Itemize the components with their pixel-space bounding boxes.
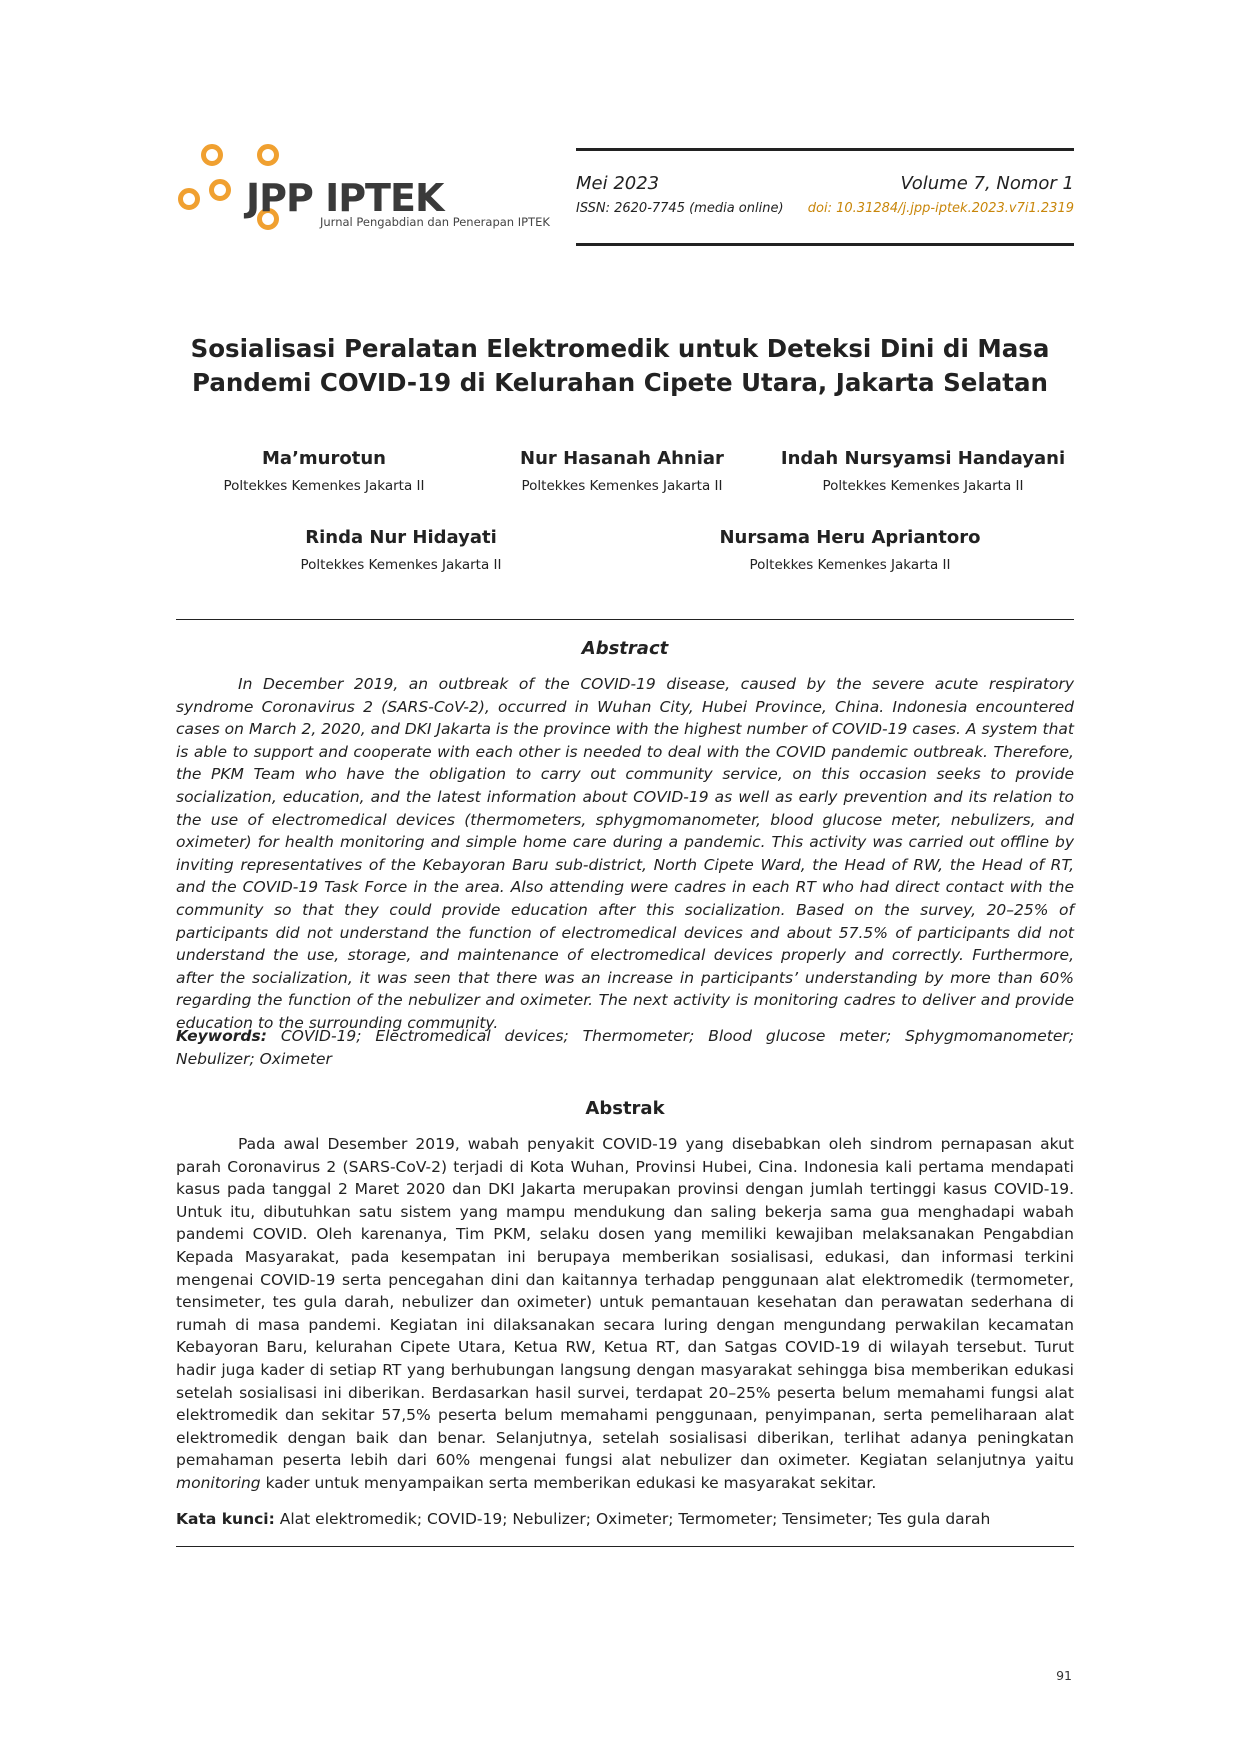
abstract-body-text: In December 2019, an outbreak of the COVID-19 disease, caused by the severe acute respiratory syndrome Coronavirus 2 (SARS-CoV-2), occurred in Wuhan City, Hubei Province, China. Indonesia encountered cases on March 2, 2020, and DKI Jakarta is the province with the highest number of COVID-19 cases. A system that is able to support and cooperate with each other is needed to deal with the COVID pandemic outbreak. Therefore, the PKM Team who have the obligation to carry out community service, on this occasion seeks to provide socialization, education, and the latest information about COVID-19 as well as early prevention and its relation to the use of electromedical devices (thermometers, sphygmomanometer, blood glucose meter, nebulizers, and oximeter) for health monitoring and simple home care during a pandemic. This activity was carried out offline by inviting representatives of the Kebayoran Baru sub-district, North Cipete Ward, the Head of RW, the Head of RT, and the COVID-19 Task Force in the area. Also attending were cadres in each RT who had direct contact with the community so that they could provide education after this socialization. Based on the survey, 20–25% of participants did not understand the function of electromedical devices and about 57.5% of participants did not understand the use, storage, and maintenance of electromedical devices properly and correctly. Furthermore, after the socialization, it was seen that there was an increase in participants’ understanding by more than 60% regarding the function of the nebulizer and oximeter. The next activity is monitoring cadres to deliver and provide education to the surrounding community.: [176, 675, 1074, 1032]
author-name: Rinda Nur Hidayati: [305, 527, 497, 548]
keywords-id: [176, 1508, 1074, 1531]
logo-dot-icon: [257, 144, 279, 166]
author-affiliation: Poltekkes Kemenkes Jakarta II: [749, 557, 951, 573]
issue-date: Mei 2023: [576, 173, 660, 194]
logo-subtitle: Jurnal Pengabdian dan Penerapan IPTEK: [320, 215, 550, 229]
author-3: [763, 448, 1083, 494]
divider-bottom: [176, 1546, 1074, 1547]
journal-meta: [576, 148, 1074, 246]
page-number: 91: [1056, 1668, 1072, 1683]
abstrak-heading: [176, 1098, 1074, 1119]
doi-link[interactable]: doi: 10.31284/j.jpp-iptek.2023.v7i1.2319: [807, 201, 1074, 216]
issn: ISSN: 2620-7745 (media online): [576, 201, 784, 216]
kata-kunci-label: Kata kunci:: [176, 1510, 275, 1528]
author-4: [241, 527, 561, 573]
abstract-heading: [176, 638, 1074, 659]
logo-name: JPP IPTEK: [246, 176, 444, 220]
logo-dot-icon: [178, 188, 200, 210]
volume-number: Volume 7, Nomor 1: [900, 173, 1074, 194]
author-affiliation: Poltekkes Kemenkes Jakarta II: [521, 478, 723, 494]
author-name: Nursama Heru Apriantoro: [719, 527, 981, 548]
author-affiliation: Poltekkes Kemenkes Jakarta II: [300, 557, 502, 573]
abstrak-body-text: Pada awal Desember 2019, wabah penyakit COVID-19 yang disebabkan oleh sindrom pernapasan akut parah Coronavirus 2 (SARS-CoV-2) terjadi di Kota Wuhan, Provinsi Hubei, Cina. Indonesia kali pertama mendapati kasus pada tanggal 2 Maret 2020 dan DKI Jakarta merupakan provinsi dengan jumlah tertinggi kasus COVID-19. Untuk itu, dibutuhkan satu sistem yang mampu mendukung dan saling bekerja sama gua menghadapi wabah pandemi COVID. Oleh karenanya, Tim PKM, selaku dosen yang memiliki kewajiban melaksanakan Pengabdian Kepada Masyarakat, pada kesempatan ini berupaya memberikan sosialisasi, edukasi, dan informasi terkini mengenai COVID-19 serta pencegahan dini dan kaitannya terhadap penggunaan alat elektromedik (termometer, tensimeter, tes gula darah, nebulizer dan oximeter) untuk pemantauan kesehatan dan perawatan sederhana di rumah di masa pandemi. Kegiatan ini dilaksanakan secara luring dengan mengundang perwakilan kecamatan Kebayoran Baru, kelurahan Cipete Utara, Ketua RW, Ketua RT, dan Satgas COVID-19 di wilayah tersebut. Turut hadir juga kader di setiap RT yang berhubungan langsung dengan masyarakat sehingga bisa memberikan edukasi setelah sosialisasi ini diberikan. Berdasarkan hasil survei, terdapat 20–25% peserta belum memahami fungsi alat elektromedik dan sekitar 57,5% peserta belum memahami penggunaan, penyimpanan, serta pemeliharaan alat elektromedik dengan baik dan benar. Selanjutnya, setelah sosialisasi diberikan, terlihat adanya peningkatan pemahaman peserta lebih dari 60% mengenai fungsi alat nebulizer dan oximeter. Kegiatan selanjutnya yaitu: [176, 1135, 1074, 1470]
author-5: [690, 527, 1010, 573]
abstrak-italic-term: monitoring: [176, 1473, 261, 1492]
abstrak-heading-text: Abstrak: [585, 1098, 665, 1119]
journal-logo: [178, 146, 558, 236]
abstrak-body: [176, 1133, 1074, 1495]
abstract-body: [176, 673, 1074, 1035]
author-2: [462, 448, 782, 494]
keywords-label: Keywords:: [176, 1027, 267, 1045]
author-1: [164, 448, 484, 494]
author-name: Nur Hasanah Ahniar: [520, 448, 724, 469]
keywords-text: COVID-19; Electromedical devices; Thermometer; Blood glucose meter; Sphygmomanometer; Nebulizer; Oximeter: [176, 1027, 1074, 1068]
article-title: [150, 332, 1090, 400]
author-name: Ma’murotun: [262, 448, 386, 469]
kata-kunci-text: Alat elektromedik; COVID-19; Nebulizer; Oximeter; Termometer; Tensimeter; Tes gula darah: [279, 1510, 991, 1528]
abstract-heading-text: Abstract: [581, 638, 669, 659]
title-line-1: Sosialisasi Peralatan Elektromedik untuk Deteksi Dini di Masa: [190, 334, 1050, 363]
divider-top: [176, 619, 1074, 620]
abstrak-body-text-end: kader untuk menyampaikan serta memberikan edukasi ke masyarakat sekitar.: [265, 1473, 877, 1492]
logo-dot-icon: [209, 179, 231, 201]
author-affiliation: Poltekkes Kemenkes Jakarta II: [223, 478, 425, 494]
author-affiliation: Poltekkes Kemenkes Jakarta II: [822, 478, 1024, 494]
logo-dot-icon: [201, 144, 223, 166]
title-line-2: Pandemi COVID-19 di Kelurahan Cipete Utara, Jakarta Selatan: [192, 368, 1048, 397]
author-name: Indah Nursyamsi Handayani: [780, 448, 1066, 469]
keywords-en: [176, 1025, 1074, 1070]
